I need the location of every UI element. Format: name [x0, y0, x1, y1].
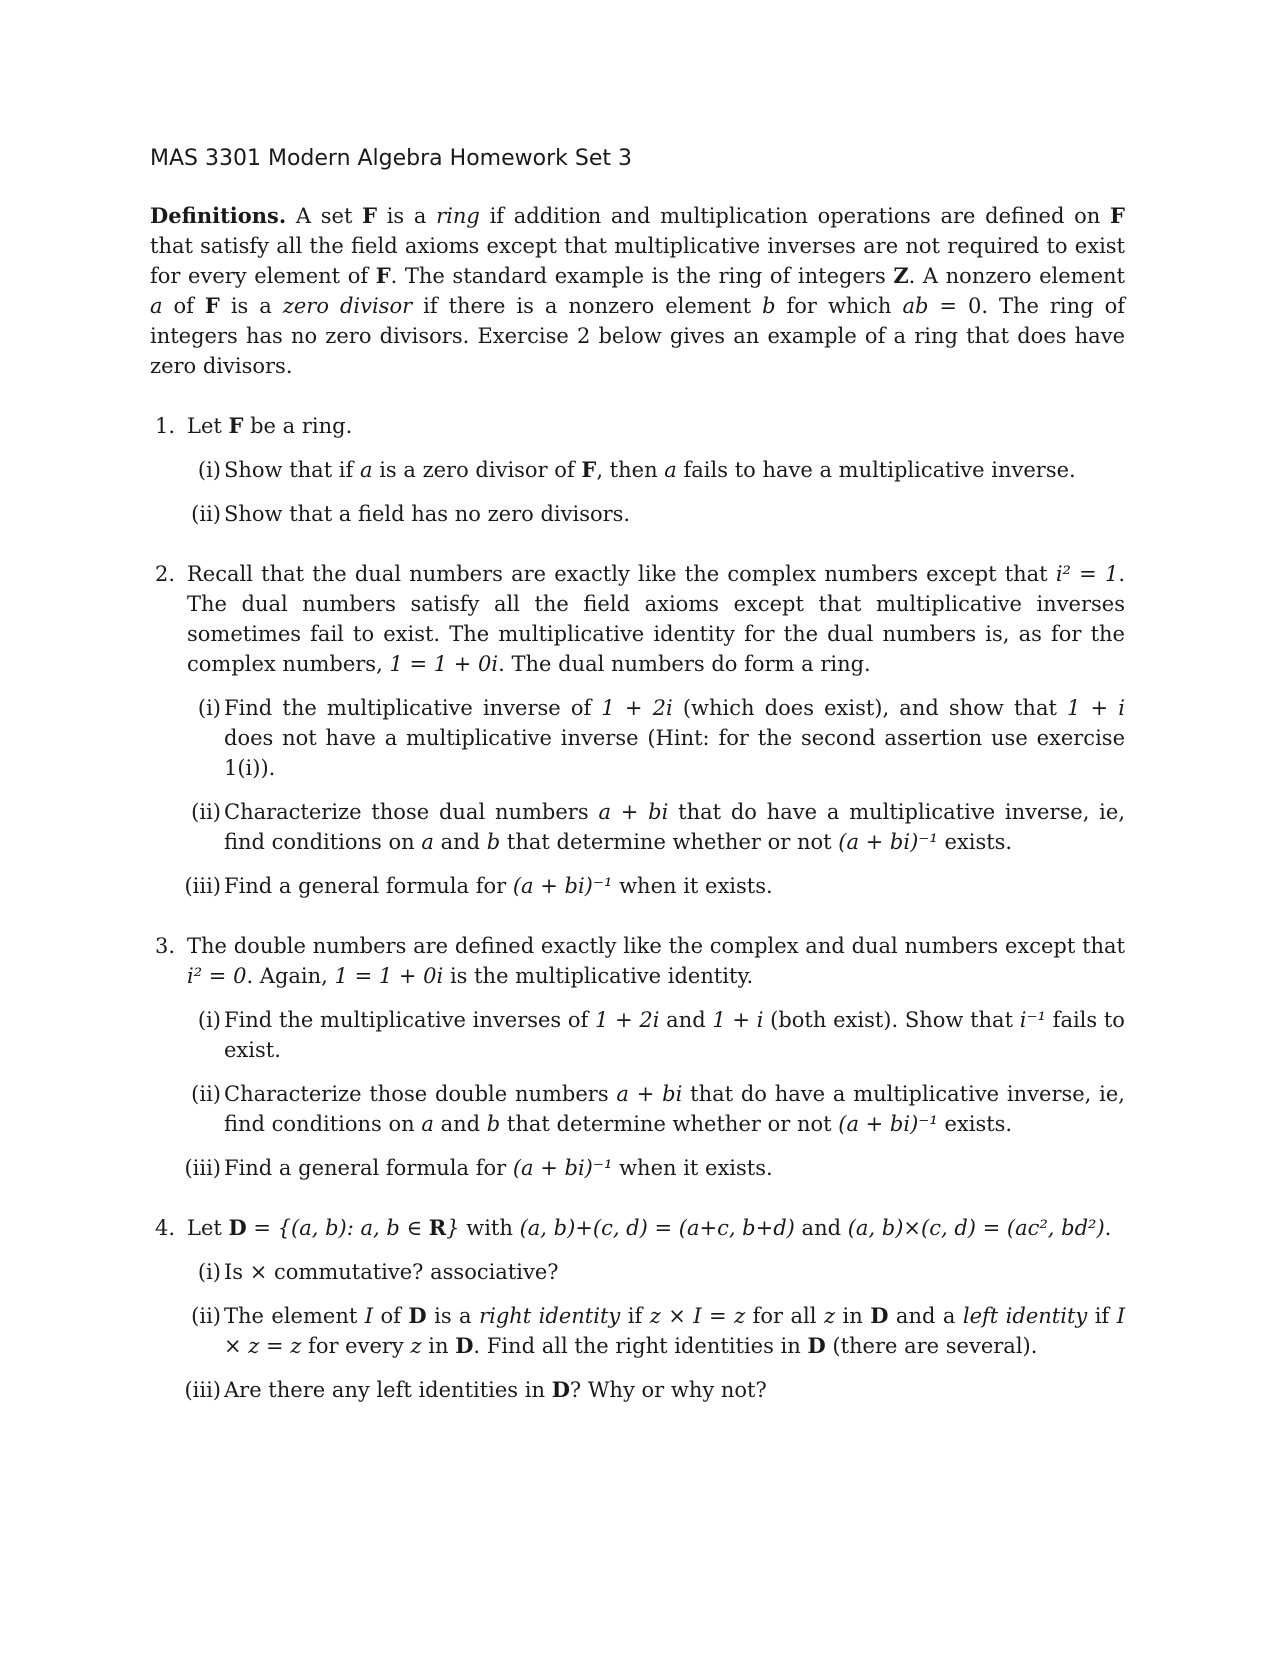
equation: I × z = z — [224, 1304, 1125, 1358]
sub-text — [224, 1301, 1125, 1361]
text: Find the multiplicative inverse of — [224, 696, 592, 720]
symbol-D: D — [408, 1303, 427, 1328]
text: . The dual numbers satisfy all the field axioms except that multiplicative inverses sometimes fail to exist. The multiplicative identity for the dual numbers is, as for the complex numbers, — [187, 562, 1125, 676]
problem-4-iii — [184, 1375, 1125, 1405]
sub-label: (ii) — [191, 800, 221, 824]
def-text: A set — [295, 204, 353, 228]
var-b: b — [486, 1112, 501, 1136]
text: The element — [224, 1304, 358, 1328]
sub-label: (i) — [197, 1260, 221, 1284]
var-b: b — [762, 294, 776, 318]
page-title: MAS 3301 Modern Algebra Homework Set 3 — [150, 146, 632, 171]
text: that determine whether or not — [506, 1112, 832, 1136]
text: . — [1104, 1216, 1112, 1240]
definitions-paragraph — [150, 201, 1125, 381]
var-a: a — [421, 1112, 434, 1136]
sub-label: (ii) — [191, 1082, 221, 1106]
text: if — [1094, 1304, 1110, 1328]
text: of — [380, 1304, 401, 1328]
page — [150, 146, 1125, 1405]
text: and — [666, 1008, 706, 1032]
symbol-D: D — [455, 1333, 474, 1358]
text: and a — [895, 1304, 956, 1328]
term-left-identity: left identity — [962, 1304, 1088, 1328]
sub-label: (iii) — [184, 874, 221, 898]
equation: i² = 0 — [187, 964, 247, 988]
text: and — [440, 830, 481, 854]
text: (both exist). Show that — [770, 1008, 1014, 1032]
equation: (a + bi)⁻¹ — [512, 1156, 613, 1180]
symbol-F: F — [375, 263, 391, 288]
var-a: a — [359, 458, 373, 482]
sub-label: (iii) — [184, 1378, 221, 1402]
text: if — [627, 1304, 643, 1328]
problem-3-iii — [184, 1153, 1125, 1183]
text: Let — [187, 414, 222, 438]
symbol-F: F — [581, 457, 597, 482]
def-text: of — [173, 294, 194, 318]
text: is a — [434, 1304, 472, 1328]
text: in — [428, 1334, 449, 1358]
sub-label: (i) — [197, 1008, 221, 1032]
text: is the multiplicative identity. — [449, 964, 754, 988]
equation: } — [446, 1216, 460, 1240]
symbol-D: D — [870, 1303, 889, 1328]
equation: 1 + i — [712, 1008, 764, 1032]
sub-text — [224, 1375, 1125, 1405]
text: fails to exist. — [224, 1008, 1125, 1062]
var-z: z — [823, 1304, 836, 1328]
text: . Find all the right identities in — [473, 1334, 801, 1358]
sub-text — [224, 693, 1125, 783]
def-text: is a — [386, 204, 427, 228]
problem-1-ii — [187, 499, 1125, 529]
equation: a + bi — [598, 800, 669, 824]
symbol-F: F — [204, 293, 220, 318]
equation: (a, b)+(c, d) = (a+c, b+d) — [519, 1216, 795, 1240]
problem-2-i — [187, 693, 1125, 783]
problem-3-i — [187, 1005, 1125, 1065]
equation: 1 = 1 + 0i — [334, 964, 444, 988]
equation: 1 + 2i — [601, 696, 673, 720]
text: and — [440, 1112, 481, 1136]
equation: (a, b)×(c, d) = (ac², bd²) — [847, 1216, 1105, 1240]
var-b: b — [486, 830, 501, 854]
problem-1-text — [187, 411, 1125, 441]
text: in — [842, 1304, 863, 1328]
text: Show that if — [224, 458, 354, 482]
text: that determine whether or not — [506, 830, 832, 854]
var-a: a — [421, 830, 434, 854]
equation: (a + bi)⁻¹ — [512, 874, 613, 898]
text: Are there any left identities in — [224, 1378, 545, 1402]
text: Find a general formula for — [224, 874, 507, 898]
symbol-D: D — [228, 1215, 247, 1240]
text: does not have a multiplicative inverse (Hint: for the second assertion use exercise 1(i)). — [224, 726, 1125, 780]
sub-label: (i) — [197, 696, 221, 720]
sub-label: (i) — [197, 458, 221, 482]
var-ab: ab — [902, 294, 929, 318]
sub-label: (ii) — [191, 1304, 221, 1328]
equation: 1 + i — [1067, 696, 1125, 720]
text: and — [801, 1216, 842, 1240]
equation: (a + bi)⁻¹ — [838, 830, 938, 854]
text: . Again, — [246, 964, 328, 988]
text: for every — [308, 1334, 404, 1358]
text: (there are several). — [832, 1334, 1038, 1358]
def-text: is a — [230, 294, 272, 318]
text: be a ring. — [250, 414, 353, 438]
sub-text — [224, 1005, 1125, 1065]
def-text: . The standard example is the ring of integers — [390, 264, 886, 288]
text: (which does exist), and show that — [682, 696, 1057, 720]
text: Find the multiplicative inverses of — [224, 1008, 589, 1032]
symbol-Z: Z — [893, 263, 909, 288]
var-z: z — [410, 1334, 422, 1358]
problem-1-i — [187, 455, 1125, 485]
sub-text: Show that a field has no zero divisors. — [224, 502, 631, 526]
equation: = {(a, b): a, b ∈ — [253, 1216, 423, 1240]
definitions-heading: Definitions. — [150, 203, 287, 228]
def-text: if there is a nonzero element — [423, 294, 752, 318]
symbol-F: F — [362, 203, 378, 228]
def-text: that satisfy all the field axioms except that multiplicative inverses are not required to exist for every element of — [150, 234, 1125, 288]
equation: i² = 1 — [1055, 562, 1119, 586]
text: , then — [596, 458, 658, 482]
text: that do have a multiplicative inverse, ie, find conditions on — [224, 800, 1125, 854]
term-right-identity: right identity — [479, 1304, 621, 1328]
term-zero-divisor: zero divisor — [282, 294, 413, 318]
problem-2-text — [187, 559, 1125, 679]
text: Recall that the dual numbers are exactly like the complex numbers except that — [187, 562, 1048, 586]
equation: z × I = z — [649, 1304, 746, 1328]
problem-1 — [150, 411, 1125, 529]
problem-2-ii — [187, 797, 1125, 857]
problem-3 — [150, 931, 1125, 1183]
symbol-R: R — [428, 1215, 447, 1240]
term-ring: ring — [436, 204, 480, 228]
text: when it exists. — [619, 1156, 773, 1180]
problem-number: 2. — [155, 562, 176, 586]
problem-4-ii — [187, 1301, 1125, 1361]
text: Let — [187, 1216, 222, 1240]
def-text: if addition and multiplication operations are defined on — [489, 204, 1101, 228]
sub-text: Is × commutative? associative? — [224, 1260, 559, 1284]
problem-3-ii — [187, 1079, 1125, 1139]
text: with — [466, 1216, 513, 1240]
equation: 1 = 1 + 0i — [389, 652, 499, 676]
text: Characterize those dual numbers — [224, 800, 589, 824]
text: fails to have a multiplicative inverse. — [683, 458, 1076, 482]
problem-4-i — [187, 1257, 1125, 1287]
problem-number: 1. — [155, 414, 176, 438]
problem-3-text — [187, 931, 1125, 991]
def-text: = 0. The ring of integers has no zero divisors. Exercise 2 below gives an example of a ring that does have zero divisors. — [150, 294, 1126, 378]
text: ? Why or why not? — [569, 1378, 767, 1402]
equation: 1 + 2i — [595, 1008, 660, 1032]
problem-4-text — [187, 1213, 1125, 1243]
symbol-D: D — [807, 1333, 826, 1358]
symbol-F: F — [228, 413, 244, 438]
problem-number: 4. — [155, 1216, 176, 1240]
text: that do have a multiplicative inverse, ie, find conditions on — [224, 1082, 1125, 1136]
problem-2 — [150, 559, 1125, 901]
sub-text — [224, 797, 1125, 857]
sub-text — [224, 1079, 1125, 1139]
symbol-F: F — [1110, 203, 1125, 228]
var-a: a — [664, 458, 677, 482]
text: Find a general formula for — [224, 1156, 507, 1180]
sub-label: (iii) — [184, 1156, 221, 1180]
problem-2-iii — [184, 871, 1125, 901]
text: when it exists. — [619, 874, 773, 898]
problem-4 — [150, 1213, 1125, 1405]
sub-label: (ii) — [191, 502, 221, 526]
equation: a + bi — [616, 1082, 683, 1106]
sub-text — [224, 455, 1125, 485]
text: is a zero divisor of — [379, 458, 575, 482]
text: The double numbers are defined exactly like the complex and dual numbers except that — [187, 934, 1125, 958]
text: exists. — [944, 830, 1013, 854]
sub-text — [224, 1153, 1125, 1183]
text: Characterize those double numbers — [224, 1082, 609, 1106]
text: for all — [752, 1304, 817, 1328]
def-text: for which — [786, 294, 892, 318]
sub-text — [224, 871, 1125, 901]
var-I: I — [364, 1304, 374, 1328]
var-a: a — [150, 294, 163, 318]
equation: (a + bi)⁻¹ — [838, 1112, 938, 1136]
def-text: . A nonzero element — [908, 264, 1125, 288]
problem-number: 3. — [155, 934, 176, 958]
text: exists. — [944, 1112, 1013, 1136]
symbol-D: D — [551, 1377, 570, 1402]
text: . The dual numbers do form a ring. — [498, 652, 871, 676]
equation: i⁻¹ — [1019, 1008, 1046, 1032]
